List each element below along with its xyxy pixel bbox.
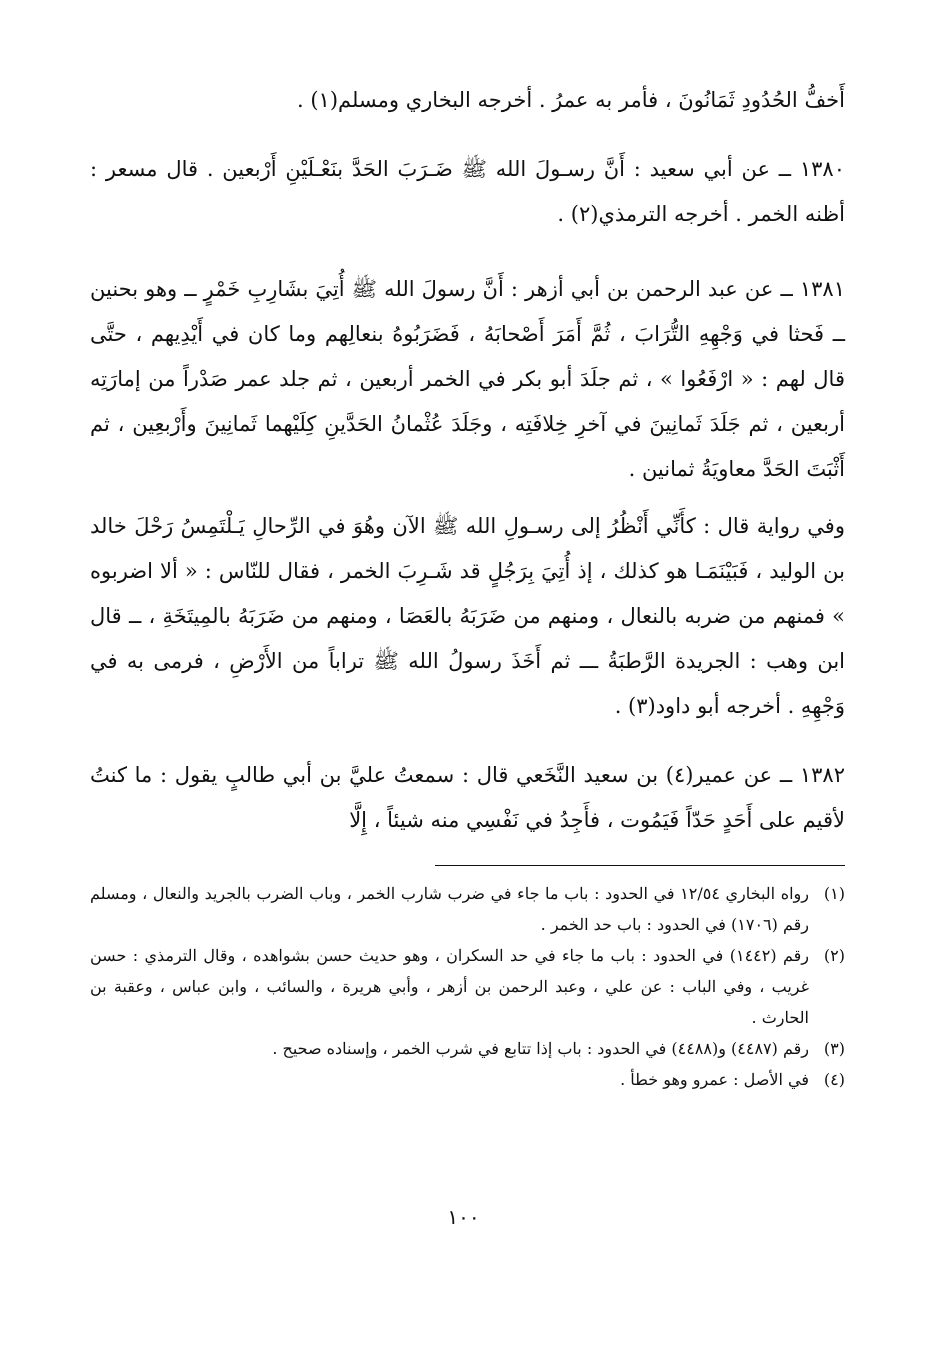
footnote-text: رقم (١٤٤٢) في الحدود : باب ما جاء في حد السكران ، وهو حديث حسن بشواهده ، وقال الترمذي : حسن غريب ، وفي الباب : عن علي ، وعبد الرحمن بن أزهر ، وأبي هريرة ، والسائب ، وابن عباس ، وعقبة بن الحارث . — [90, 946, 809, 1027]
footnote-1 — [90, 878, 845, 940]
paragraph-continuation: أَخفُّ الحُدُودِ ثَمَانُونَ ، فأمر به عمرُ . أخرجه البخاري ومسلم(١) . — [296, 88, 845, 112]
footnote-2 — [90, 940, 845, 1033]
footnote-divider — [435, 865, 845, 866]
hadith-1380: ١٣٨٠ ــ عن أبي سعيد : أَنَّ رسـولَ الله ﷺ ضَـرَبَ الحَدَّ بنَعْـلَيْنِ أَرْبعين . قال مسعر : أظنه الخمر . أخرجه الترمذي(٢) . — [90, 157, 845, 226]
hadith-1382: ١٣٨٢ ــ عن عمير(٤) بن سعيد النَّخَعي قال : سمعتُ عليَّ بن أبي طالبٍ يقول : ما كنتُ لأقيم على أَحَدٍ حَدّاً فَيَمُوت ، فأَجِدُ في نَفْسِي منه شيئاً ، إِلَّا — [90, 763, 845, 832]
footnote-text: رقم (٤٤٨٧) و(٤٤٨٨) في الحدود : باب إذا تتابع في شرب الخمر ، وإسناده صحيح . — [272, 1039, 809, 1058]
hadith-1381-riwaya: وفي رواية قال : كأَنِّي أَنْظُرُ إلى رسـولِ الله ﷺ الآن وهُوَ في الرِّحالِ يَـلْتَمِسُ رَحْلَ خالد بن الوليد ، فَبَيْنَمَـا هو كذلك ، إذ أُتِيَ بِرَجُلٍ قد شَـرِبَ الخمر ، فقال للنّاس : « ألا اضربوه » فمنهم من ضربه بالنعال ، ومنهم من ضَرَبَهُ بالعَصَا ، ومنهم من ضَرَبَهُ بالمِيتَخَةِ ، ــ قال ابن وهب : الجريدة الرَّطبَةُ ـــ ثم أَخَذَ رسولُ الله ﷺ تراباً من الأَرْضِ ، فرمى به في وَجْهِهِ . أخرجه أبو داود(٣) . — [90, 514, 845, 718]
footnotes — [90, 878, 845, 1095]
footnote-text: في الأصل : عمرو وهو خطأ . — [620, 1070, 809, 1089]
hadith-1381: ١٣٨١ ــ عن عبد الرحمن بن أبي أزهر : أَنَّ رسولَ الله ﷺ أُتِيَ بشَارِبِ خَمْرٍ ــ وهو بحنين ــ فَحثا في وَجْهِهِ التُّرَابَ ، ثُمَّ أَمَرَ أَصْحابَهُ ، فَضَرَبُوهُ بنعالِهم وما كان في أَيْدِيهم ، حتَّى قال لهم : « ارْفَعُوا » ، ثم جلَدَ أبو بكر في الخمر أربعين ، ثم جلد عمر صَدْراً من إمارَتِه أربعين ، ثم جَلَدَ ثَمانِينَ في آخرِ خِلافَتِه ، وجَلَدَ عُثْمانُ الحَدَّينِ كِلَيْهما ثَمانِينَ وأَرْبعِين ، ثم أَثْبَتَ الحَدَّ معاويَةُ ثمانين . — [90, 277, 845, 481]
footnote-number: (٣) — [823, 1039, 845, 1058]
footnote-number: (٢) — [823, 946, 845, 965]
footnote-text: رواه البخاري ١٢/٥٤ في الحدود : باب ما جاء في ضرب شارب الخمر ، وباب الضرب بالجريد والنعال ، ومسلم رقم (١٧٠٦) في الحدود : باب حد الخمر . — [90, 884, 809, 934]
footnote-number: (١) — [823, 884, 845, 903]
footnote-number: (٤) — [823, 1070, 845, 1089]
footnote-4 — [90, 1064, 845, 1095]
page-number: ١٠٠ — [447, 1205, 480, 1229]
footnote-3 — [90, 1033, 845, 1064]
page-body — [90, 78, 845, 1095]
